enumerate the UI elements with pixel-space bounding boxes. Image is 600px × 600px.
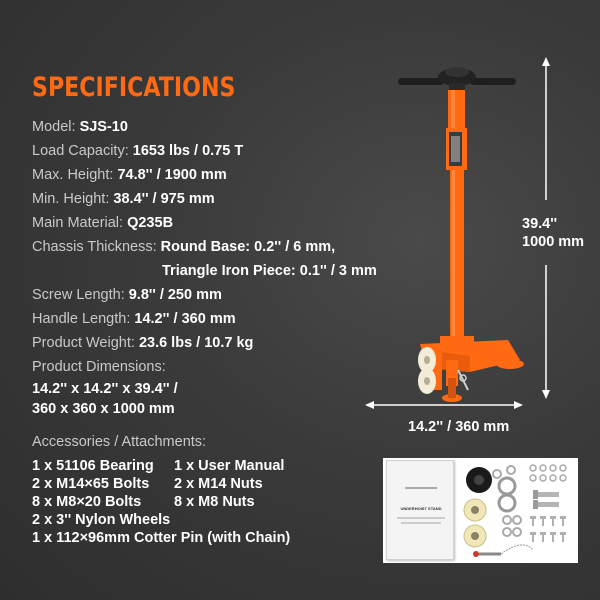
spec-value: 38.4'' / 975 mm	[113, 191, 215, 207]
spec-weight	[32, 334, 253, 352]
spec-value: Q235B	[127, 215, 174, 231]
nylon-wheels	[418, 347, 442, 394]
product-label	[449, 132, 462, 166]
spec-dimensions	[32, 358, 166, 376]
spec-value: 23.6 lbs / 10.7 kg	[138, 335, 254, 351]
spec-dimensions-value-2	[32, 400, 175, 418]
spec-label: Main Material:	[32, 215, 124, 231]
spec-value: 9.8'' / 250 mm	[128, 287, 222, 303]
accessory-item: 1 x 51106 Bearing	[32, 458, 154, 474]
accessory-item: 1 x User Manual	[174, 458, 285, 474]
spec-min-height	[32, 190, 215, 208]
spec-label: Model:	[32, 119, 76, 135]
manual-title: UNDERHOIST STAND	[400, 506, 442, 511]
hardware-parts	[383, 458, 578, 563]
spec-load-capacity	[32, 142, 243, 160]
spec-chassis-2	[162, 262, 377, 280]
spec-label: Handle Length:	[32, 311, 131, 327]
spec-model	[32, 118, 128, 136]
spec-screw	[32, 286, 222, 304]
spec-handle	[32, 310, 236, 328]
base-assembly	[420, 336, 524, 402]
sleeve	[446, 128, 467, 170]
accessories-photo	[383, 458, 578, 563]
spec-label: Min. Height:	[32, 191, 110, 207]
upper-tube	[448, 90, 465, 130]
spec-value: SJS-10	[79, 119, 128, 135]
spec-value: 14.2'' / 360 mm	[134, 311, 236, 327]
accessory-item: 2 x M14 Nuts	[174, 476, 263, 492]
accessories-label: Accessories / Attachments:	[32, 434, 207, 450]
width-dimension-arrow	[365, 401, 523, 409]
spec-label: Load Capacity:	[32, 143, 129, 159]
spec-label: Product Dimensions:	[32, 359, 166, 375]
accessory-item: 2 x M14×65 Bolts	[32, 476, 150, 492]
main-tube	[450, 170, 464, 338]
accessory-item: 8 x M8×20 Bolts	[32, 494, 142, 510]
spec-value: 14.2'' x 14.2'' x 39.4'' /	[32, 381, 178, 397]
height-inches-label: 39.4''	[522, 216, 558, 232]
spec-chassis	[32, 238, 335, 256]
spec-value: 1653 lbs / 0.75 T	[132, 143, 244, 159]
spec-value: Triangle Iron Piece: 0.1'' / 3 mm	[162, 263, 377, 279]
spec-max-height	[32, 166, 227, 184]
width-label: 14.2'' / 360 mm	[408, 419, 510, 435]
accessory-item: 2 x 3'' Nylon Wheels	[32, 512, 171, 528]
spec-value: 360 x 360 x 1000 mm	[32, 401, 175, 417]
spec-label: Max. Height:	[32, 167, 114, 183]
accessory-item: 1 x 112×96mm Cotter Pin (with Chain)	[32, 530, 291, 546]
page-title: SPECIFICATIONS	[32, 72, 236, 103]
accessory-item: 8 x M8 Nuts	[174, 494, 255, 510]
spec-dimensions-value-1	[32, 380, 178, 398]
spec-label: Chassis Thickness:	[32, 239, 157, 255]
spec-label: Screw Length:	[32, 287, 125, 303]
spec-value: Round Base: 0.2'' / 6 mm,	[160, 239, 336, 255]
spec-value: 74.8'' / 1900 mm	[117, 167, 227, 183]
spec-material	[32, 214, 173, 232]
spec-label: Product Weight:	[32, 335, 135, 351]
height-mm-label: 1000 mm	[522, 234, 585, 250]
accessories-heading	[32, 433, 206, 451]
t-handle	[398, 67, 516, 91]
